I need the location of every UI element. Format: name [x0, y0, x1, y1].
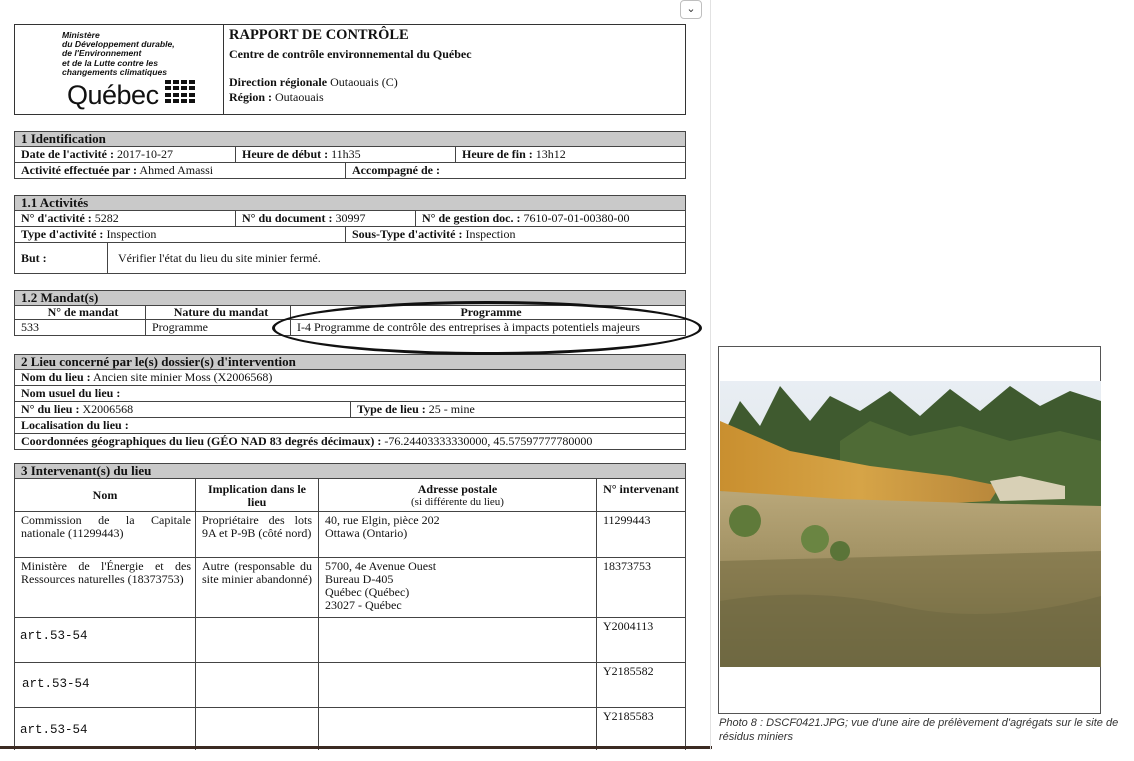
stakeholder-number: Y2185582	[603, 664, 654, 678]
mandate-number: 533	[21, 320, 39, 334]
location-coordinates: Coordonnées géographiques du lieu (GÉO NAD 83 degrés décimaux) : -76.24403333330000, 45.57597777780000	[21, 434, 593, 448]
section-location	[14, 354, 686, 450]
col-name: Nom	[92, 488, 118, 502]
section-stakeholders	[14, 463, 686, 750]
location-number: N° du lieu : X2006568	[21, 402, 134, 416]
stakeholder-name: art.53-54	[20, 723, 88, 737]
activity-date: Date de l'activité : 2017-10-27	[21, 147, 173, 161]
site-photo-frame	[718, 346, 1101, 714]
chevron-down-icon[interactable]: ⌄	[680, 0, 702, 19]
purpose-value: Vérifier l'état du lieu du site minier fermé.	[107, 243, 685, 273]
stakeholder-address: 40, rue Elgin, pièce 202 Ottawa (Ontario)	[325, 513, 440, 540]
direction-line: Direction régionale Outaouais (C)	[229, 75, 398, 89]
col-address: Adresse postale (si différente du lieu)	[411, 482, 504, 508]
col-mandate-nature: Nature du mandat	[145, 306, 290, 319]
region-line: Région : Outaouais	[229, 90, 324, 104]
document-number: N° du document : 30997	[235, 211, 415, 226]
col-stakeholder-number: N° intervenant	[603, 482, 679, 496]
col-involvement: Implication dans le lieu	[207, 482, 306, 509]
stakeholder-name: Commission de la Capitale nationale (11299443)	[21, 513, 191, 540]
stakeholder-involvement: Propriétaire des lots 9A et P-9B (côté nord)	[202, 513, 312, 540]
location-type: Type de lieu : 25 - mine	[350, 402, 685, 417]
col-mandate-number: N° de mandat	[47, 306, 119, 319]
end-time: Heure de fin : 13h12	[455, 147, 685, 162]
section-heading: 2 Lieu concerné par le(s) dossier(s) d'intervention	[15, 355, 685, 370]
section-heading: 1.2 Mandat(s)	[15, 291, 685, 306]
stakeholder-name: Ministère de l'Énergie et des Ressources naturelles (18373753)	[21, 559, 191, 586]
stakeholder-number: 18373753	[603, 559, 651, 573]
stakeholder-number: 11299443	[603, 513, 651, 527]
activity-subtype: Sous-Type d'activité : Inspection	[345, 227, 685, 242]
location-common-name: Nom usuel du lieu :	[21, 386, 121, 400]
report-subtitle: Centre de contrôle environnemental du Québec	[229, 47, 472, 61]
stakeholder-name: art.53-54	[22, 677, 90, 691]
stakeholder-involvement: Autre (responsable du site minier abandonné)	[202, 559, 312, 586]
program-highlight-circle	[272, 301, 702, 355]
report-title: RAPPORT DE CONTRÔLE	[229, 27, 409, 43]
start-time: Heure de début : 11h35	[235, 147, 455, 162]
section-activities	[14, 195, 686, 274]
accompanied-by: Accompagné de :	[345, 163, 685, 178]
page-divider	[710, 0, 711, 750]
quebec-wordmark: Québec	[67, 80, 159, 110]
location-name: Nom du lieu : Ancien site minier Moss (X2006568)	[21, 370, 273, 384]
management-number: N° de gestion doc. : 7610-07-01-00380-00	[415, 211, 685, 226]
site-photo	[720, 381, 1101, 667]
section-identification	[14, 131, 686, 179]
ministry-name: Ministère du Développement durable, de l'Environnement et de la Lutte contre les changements climatiques	[62, 30, 175, 77]
page-bottom-edge	[0, 746, 712, 749]
mandate-nature: Programme	[145, 320, 290, 335]
section-heading: 1.1 Activités	[15, 196, 685, 211]
col-program: Programme	[290, 306, 685, 319]
photo-caption: Photo 8 : DSCF0421.JPG; vue d'une aire de prélèvement d'agrégats sur le site de résidus miniers	[719, 717, 1119, 743]
activity-type: Type d'activité : Inspection	[21, 227, 157, 241]
stakeholder-number: Y2185583	[603, 709, 654, 723]
purpose-label: But :	[21, 251, 47, 265]
stakeholder-number: Y2004113	[603, 619, 654, 633]
location-localisation: Localisation du lieu :	[21, 418, 129, 432]
mandate-program: I-4 Programme de contrôle des entreprises à impacts potentiels majeurs	[290, 320, 685, 335]
ministry-logo	[15, 25, 224, 114]
stakeholder-name: art.53-54	[20, 629, 88, 643]
section-heading: 3 Intervenant(s) du lieu	[15, 464, 685, 479]
stakeholder-address: 5700, 4e Avenue Ouest Bureau D-405 Québec (Québec) 23027 - Québec	[325, 559, 437, 612]
performed-by: Activité effectuée par : Ahmed Amassi	[21, 163, 214, 177]
activity-number: N° d'activité : 5282	[21, 211, 119, 225]
report-header	[14, 24, 686, 115]
section-heading: 1 Identification	[15, 132, 685, 147]
